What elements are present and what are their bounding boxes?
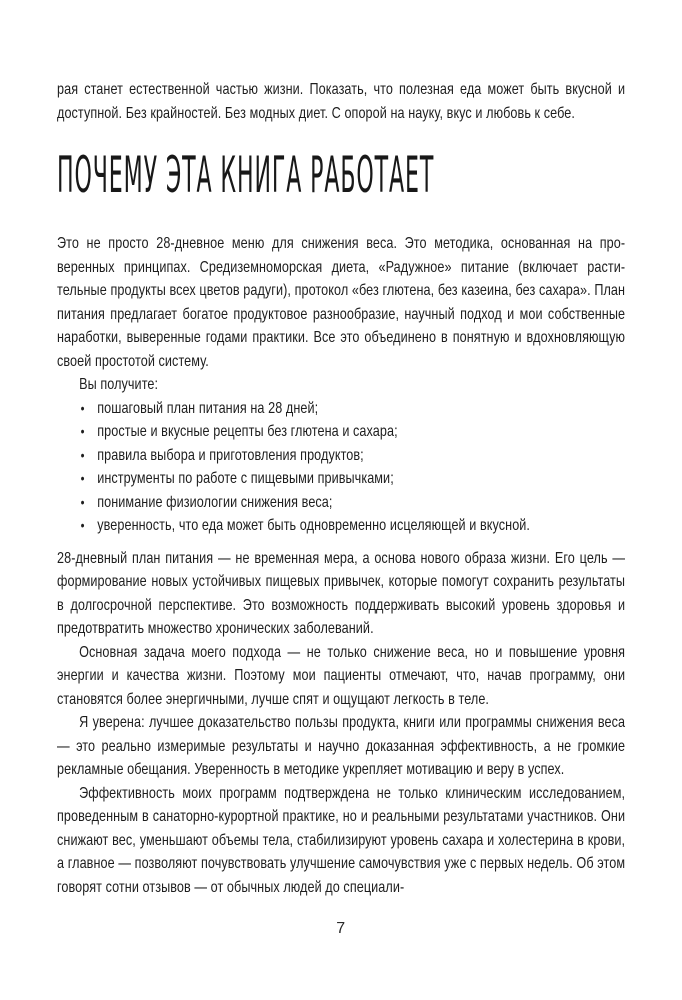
list-item-text: правила выбора и приготовления продуктов;: [97, 446, 364, 464]
results-paragraph: Эффективность моих программ подтверждена не только клиническим исследованием, проведенным в санаторно-курортной практике, но и реальными результатами участников. Они снижают вес, уменьшают объемы тела, стабилизируют уровень сахара и холестерина в крови, а главное — позволяют почувствовать улучшение самочувствия уже с первых недель. Об этом говорят сотни отзывов — от обычных людей до специали-: [57, 784, 626, 896]
chapter-heading: ПОЧЕМУ ЭТА КНИГА РАБОТАЕТ: [57, 146, 435, 204]
list-intro-line: Вы получите:: [79, 376, 159, 393]
method-paragraph: Это не просто 28-дневное меню для снижения веса. Это методика, основанная на проверенных принципах. Средиземноморская диета, «Радужное» питание (включает растительные продукты всех цветов радуги), протокол «без глютена, без казеина, без сахара». План питания предлагает богатое продуктовое разнообразие, научный подход и мои собственные наработки, выверенные годами практики. Все это объединено в понятную и вдохновляющую своей простотой систему.: [57, 235, 626, 370]
list-item: [57, 397, 625, 421]
bullet-icon: •: [80, 446, 85, 463]
list-item: [57, 491, 625, 515]
benefits-bullet-list: [57, 397, 625, 538]
list-item-text: простые и вкусные рецепты без глютена и сахара;: [97, 423, 398, 440]
list-item: [57, 420, 625, 444]
list-item-text: уверенность, что еда может быть одновременно исцеляющей и вкусной.: [97, 517, 531, 534]
plan-paragraph: 28-дневный план питания — не временная мера, а основа нового образа жизни. Его цель — формирование новых устойчивых пищевых привычек, которые помогут сохранить результаты в долгосрочной перспективе. Это возможность поддерживать высокий уровень здоровья и предотвратить множество хронических заболеваний.: [57, 549, 626, 637]
bullet-icon: •: [80, 423, 85, 439]
page-number: 7: [336, 920, 346, 937]
list-item: [57, 514, 625, 538]
list-item-text: понимание физиологии снижения веса;: [97, 493, 333, 511]
bullet-icon: •: [80, 517, 85, 533]
goal-paragraph: Основная задача моего подхода — не только снижение веса, но и повышение уровня энергии и качества жизни. Поэтому мои пациенты отмечают, что, начав программу, они становятся более энергичными, лучше спят и ощущают легкость в теле.: [57, 643, 626, 708]
list-item: [57, 444, 625, 468]
list-item-text: инструменты по работе с пищевыми привычками;: [97, 470, 394, 487]
text-column: [57, 78, 625, 899]
bullet-icon: •: [80, 493, 85, 510]
list-item-text: пошаговый план питания на 28 дней;: [97, 399, 319, 417]
intro-continuation-paragraph: рая станет естественной частью жизни. Показать, что полезная еда может быть вкусной и доступной. Без крайностей. Без модных диет. С опорой на науку, вкус и любовь к себе.: [57, 81, 626, 122]
proof-paragraph: Я уверена: лучшее доказательство пользы продукта, книги или программы снижения веса — это реально измеримые результаты и научно доказанная эффективность, а не громкие рекламные обещания. Уверенность в методике укрепляет мотивацию и веру в успех.: [57, 714, 626, 778]
bullet-icon: •: [80, 470, 85, 486]
chapter-heading-wrap: [57, 146, 625, 204]
bullet-icon: •: [80, 399, 85, 416]
list-item: [57, 467, 625, 491]
